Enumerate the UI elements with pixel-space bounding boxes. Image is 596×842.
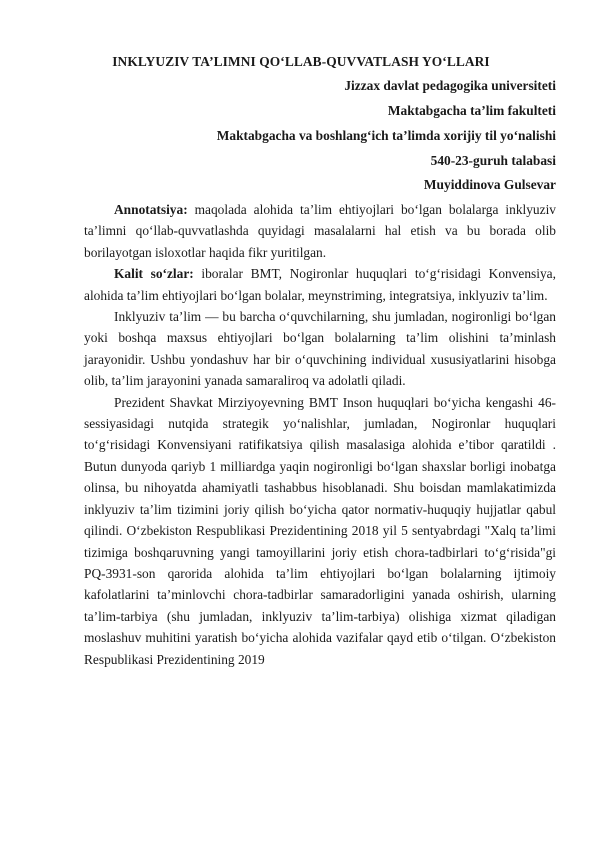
annotation-label: Annotatsiya:: [114, 202, 188, 217]
faculty-name: Maktabgacha ta’lim fakulteti: [387, 103, 556, 118]
annotation-text: maqolada alohida ta’lim ehtiyojlari bo‘lgan bolalarga inklyuziv ta’limni qo‘llab-quvvatlashda quyidagi masalalarni hal etish va bu borada olib borilayotgan isloxotlar haqida fikr yuritilgan.: [84, 202, 556, 260]
body-paragraph: Inklyuziv ta’lim — bu barcha o‘quvchilarning, shu jumladan, nogironligi bo‘lgan yoki boshqa maxsus ehtiyojlari bo‘lgan bolalarning ta’lim olishini ta’minlash jarayonidir. Ushbu yondashuv har bir o‘quvchining individual xususiyatlarini hisobga olib, ta’lim jarayonini yanada samaraliroq va adolatli qiladi.: [84, 309, 556, 389]
article-body: [84, 199, 556, 670]
direction-name: Maktabgacha va boshlang‘ich ta’limda xorijiy til yo‘nalishi: [216, 128, 556, 143]
keywords-paragraph: [84, 263, 556, 306]
university-name: Jizzax davlat pedagogika universiteti: [344, 78, 556, 93]
author-name: Muyiddinova Gulsevar: [423, 177, 556, 192]
group-name: 540-23-guruh talabasi: [430, 153, 556, 168]
keywords-text: iboralar BMT, Nogironlar huquqlari to‘g‘risidagi Konvensiya, alohida ta’lim ehtiyojlari bo‘lgan bolalar, meynstriming, integratsiya, inklyuziv ta’lim.: [84, 266, 556, 303]
article-title: INKLYUZIV TA’LIMNI QO‘LLAB-QUVVATLASH YO‘LLARI: [112, 54, 490, 69]
annotation-paragraph: [84, 199, 556, 263]
keywords-label: Kalit so‘zlar:: [114, 266, 194, 282]
body-paragraph: Prezident Shavkat Mirziyoyevning BMT Inson huquqlari bo‘yicha kengashi 46- sessiyasidagi nutqida strategik yo‘nalishlar, jumladan, Nogironlar huquqlari to‘g‘risidagi Konvensiyani ratifikatsiya qilish masalasiga alohida e’tibor qaratildi . Butun dunyoda qariyb 1 milliardga yaqin nogironligi bo‘lgan shaxslar borligi inobatga olinsa, bu nihoyatda ahamiyatli tashabbus hisoblanadi. Shu boisdan mamlakatimizda inklyuziv ta’lim tizimini joriy qilish bo‘yicha qator normativ-huquqiy hujjatlar qabul qilindi. O‘zbekiston Respublikasi Prezidentining 2018 yil 5 sentyabrdagi "Xalq ta’limi tizimiga boshqaruvning yangi tamoyillarini joriy etish chora-tadbirlari to‘g‘risida"gi PQ-3931-son qarorida alohida ta’lim ehtiyojlari bo‘lgan bolalarning ijtimoiy kafolatlarini ta’minlovchi chora-tadbirlar samaradorligini yanada oshirish, ularning ta’lim-tarbiya (shu jumladan, inklyuziv ta’lim-tarbiya) olishiga xizmat qiladigan moslashuv muhitini yaratish bo‘yicha alohida vazifalar qayd etib o‘tilgan. O‘zbekiston Respublikasi Prezidentining 2019: [84, 394, 556, 667]
